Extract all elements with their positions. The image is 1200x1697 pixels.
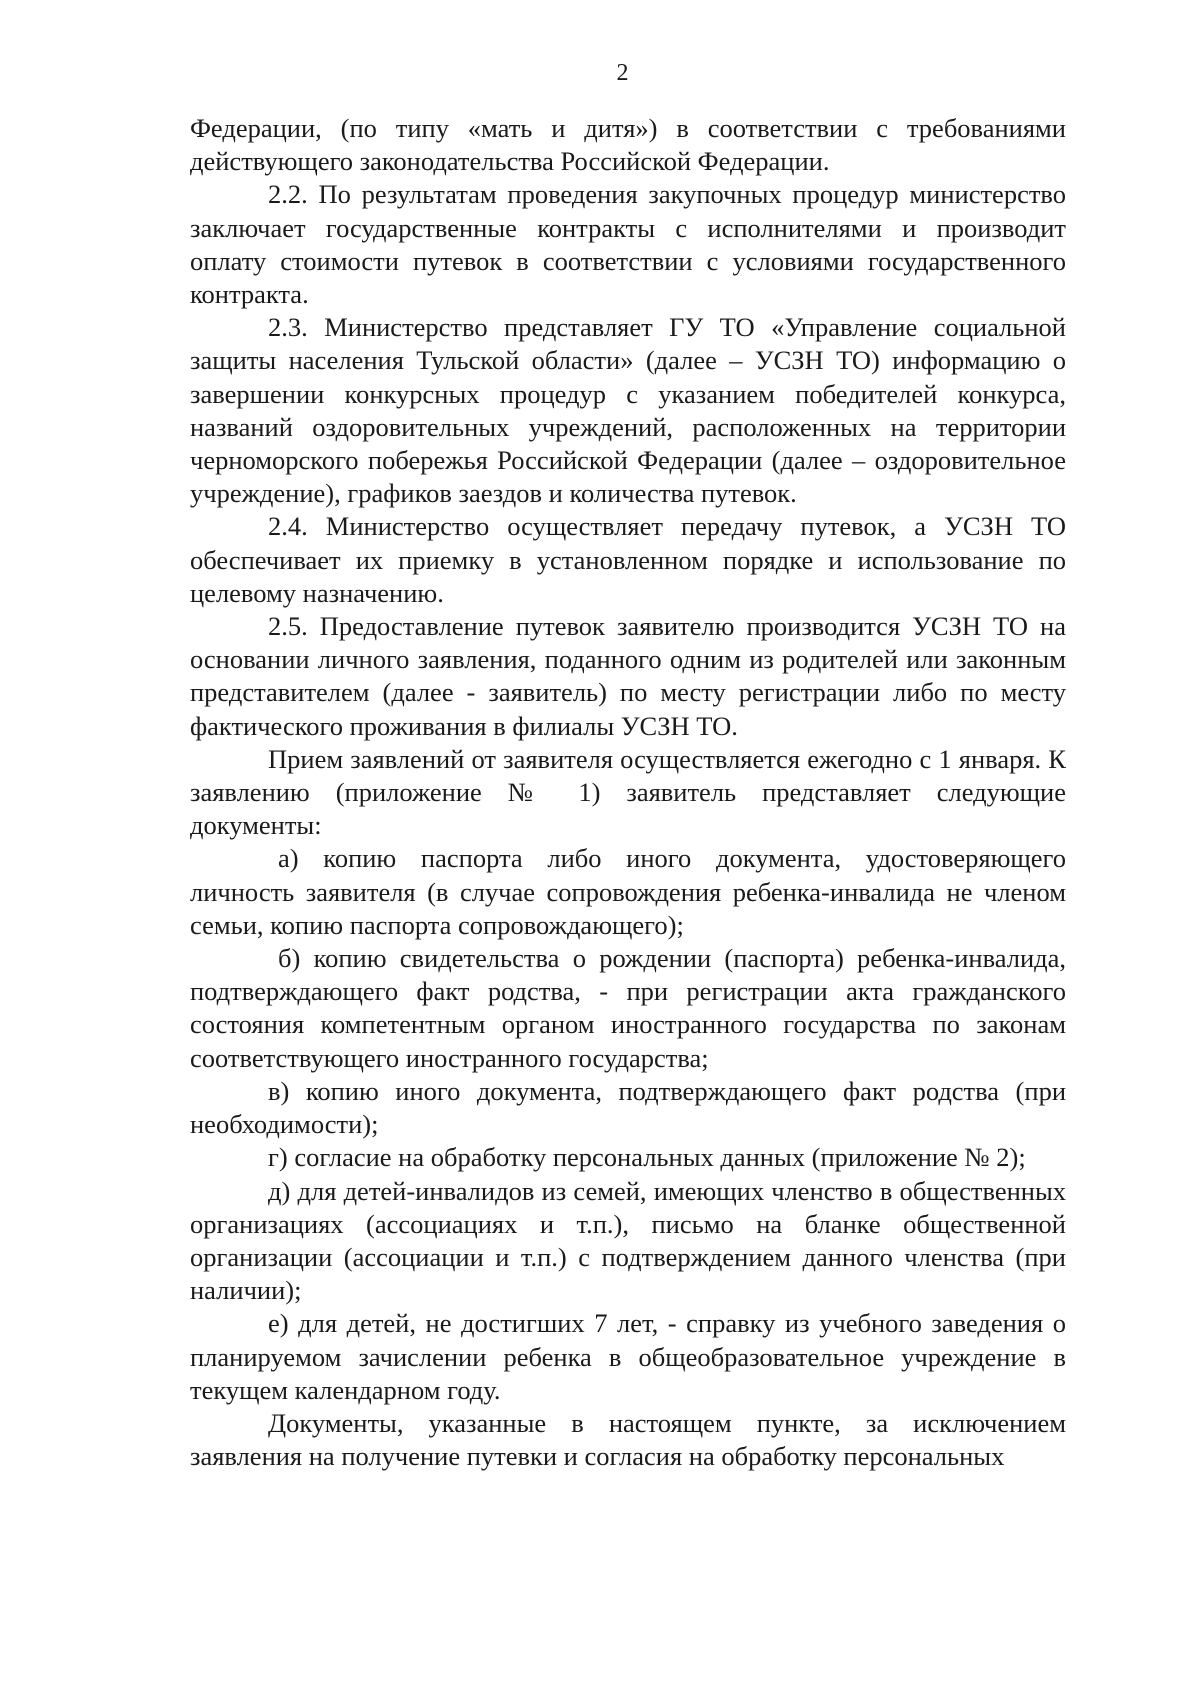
list-item-v: в) копию иного документа, подтверждающего факт родства (при необходимости); — [190, 1075, 1066, 1140]
list-item-g: г) согласие на обработку персональных данных (приложение № 2); — [268, 1142, 1026, 1173]
paragraph-continuation: Федерации, (по типу «мать и дитя») в соответствии с требованиями действующего законодательства Российской Федерации. — [190, 113, 1066, 177]
paragraph-2-5: 2.5. Предоставление путевок заявителю производится УСЗН ТО на основании личного заявления, поданного одним из родителей или законным представителем (далее - заявитель) по месту регистрации либо по месту фактического проживания в филиалы УСЗН ТО. — [190, 611, 1066, 741]
paragraph-2-2: 2.2. По результатам проведения закупочных процедур министерство заключает государственные контракты с исполнителями и производит оплату стоимости путевок в соответствии с условиями государственного контракта. — [190, 179, 1066, 310]
list-item-b: б) копию свидетельства о рождении (паспорта) ребенка-инвалида, подтверждающего факт родства, - при регистрации акта гражданского состояния компетентным органом иностранного государства по законам соответствующего иностранного государства; — [190, 943, 1066, 1073]
paragraph-2-4: 2.4. Министерство осуществляет передачу путевок, а УСЗН ТО обеспечивает их приемку в установленном порядке и использование по целевому назначению. — [190, 511, 1066, 608]
list-item-a: а) копию паспорта либо иного документа, удостоверяющего личность заявителя (в случае сопровождения ребенка-инвалида не членом семьи, копию паспорта сопровождающего); — [190, 843, 1066, 940]
list-item-d: д) для детей-инвалидов из семей, имеющих членство в общественных организациях (ассоциациях и т.п.), письмо на бланке общественной организации (ассоциации и т.п.) с подтверждением данного членства (при наличии); — [190, 1175, 1066, 1306]
document-body — [190, 112, 1066, 1473]
page-number: 2 — [616, 60, 629, 86]
paragraph-2-3: 2.3. Министерство представляет ГУ ТО «Управление социальной защиты населения Тульской области» (далее – УСЗН ТО) информацию о завершении конкурсных процедур с указанием победителей конкурса, названий оздоровительных учреждений, расположенных на территории черноморского побережья Российской Федерации (далее – оздоровительное учреждение), графиков заездов и количества путевок. — [190, 312, 1066, 509]
paragraph-documents: Документы, указанные в настоящем пункте, за исключением заявления на получение путевки и согласия на обработку персональных — [190, 1407, 1066, 1472]
paragraph-application-intake: Прием заявлений от заявителя осуществляется ежегодно с 1 января. К заявлению (приложение № 1) заявитель представляет следующие документы: — [190, 743, 1066, 841]
list-item-e: е) для детей, не достигших 7 лет, - справку из учебного заведения о планируемом зачислении ребенка в общеобразовательное учреждение в текущем календарном году. — [190, 1308, 1066, 1405]
